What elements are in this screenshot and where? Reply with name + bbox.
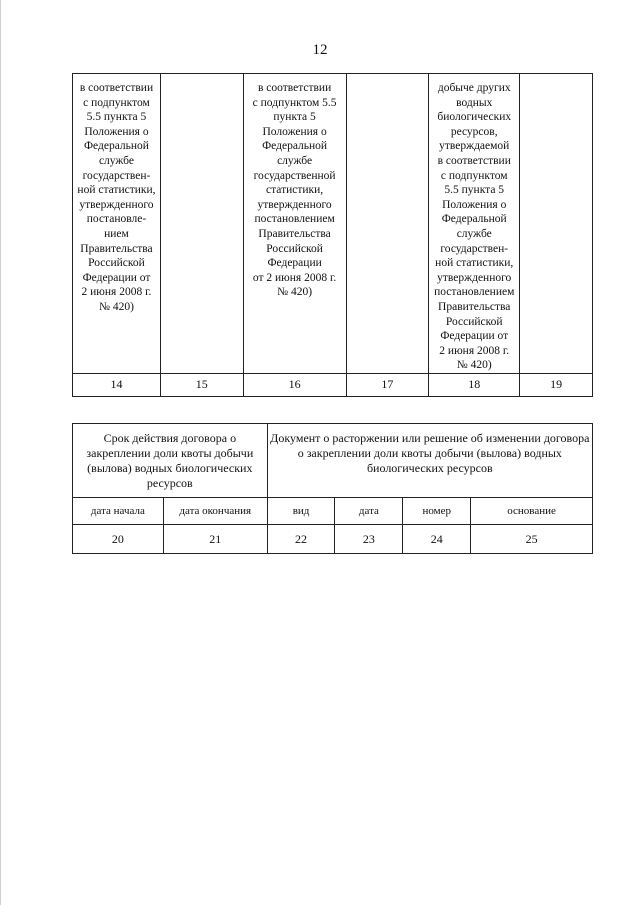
column-number-row (73, 373, 593, 396)
subheader-date: дата (335, 498, 403, 525)
column-number: 23 (335, 525, 403, 554)
column-number: 22 (267, 525, 335, 554)
column-number-row (73, 525, 593, 554)
scan-edge (0, 0, 1, 905)
subheader-basis: основание (471, 498, 593, 525)
continuation-table (72, 73, 593, 397)
column-number: 25 (471, 525, 593, 554)
column-number: 24 (403, 525, 471, 554)
page-number: 12 (312, 42, 328, 58)
column-number: 15 (160, 373, 243, 396)
subheader-type: вид (267, 498, 335, 525)
subheader-number: номер (403, 498, 471, 525)
header-contract-term: Срок действия договора о закреплении доли квоты добычи (вылова) водных биологических ресурсов (73, 424, 268, 498)
table-cell: в соответствии с подпунктом 5.5 пункта 5 Положения о Федеральной службе государствен- ной статистики, утвержденного постановле- нием Правительства Российской Федерации от 2 июня 2008 г. № 420) (73, 74, 161, 374)
subheader-start-date: дата начала (73, 498, 164, 525)
column-number: 16 (243, 373, 346, 396)
table-cell: в соответствии с подпунктом 5.5 пункта 5 Положения о Федеральной службе государственной статистики, утвержденного постановлением Правительства Российской Федерации от 2 июня 2008 г. № 420) (243, 74, 346, 374)
column-number: 20 (73, 525, 164, 554)
table-cell (346, 74, 429, 374)
subheader-end-date: дата окончания (163, 498, 267, 525)
table-cell (160, 74, 243, 374)
column-number: 17 (346, 373, 429, 396)
column-number: 18 (429, 373, 520, 396)
table-cell (520, 74, 593, 374)
column-number: 14 (73, 373, 161, 396)
contract-term-table (72, 423, 593, 554)
header-row (73, 424, 593, 498)
header-termination-document: Документ о расторжении или решение об изменении договора о закреплении доли квоты добычи (вылова) водных биологических ресурсов (267, 424, 592, 498)
table-row (73, 74, 593, 374)
subheader-row (73, 498, 593, 525)
table-cell: добыче других водных биологических ресурсов, утверждаемой в соответствии с подпунктом 5.5 пункта 5 Положения о Федеральной службе государствен- ной статистики, утвержденного постановлением Правительства Российской Федерации от 2 июня 2008 г. № 420) (429, 74, 520, 374)
column-number: 19 (520, 373, 593, 396)
column-number: 21 (163, 525, 267, 554)
